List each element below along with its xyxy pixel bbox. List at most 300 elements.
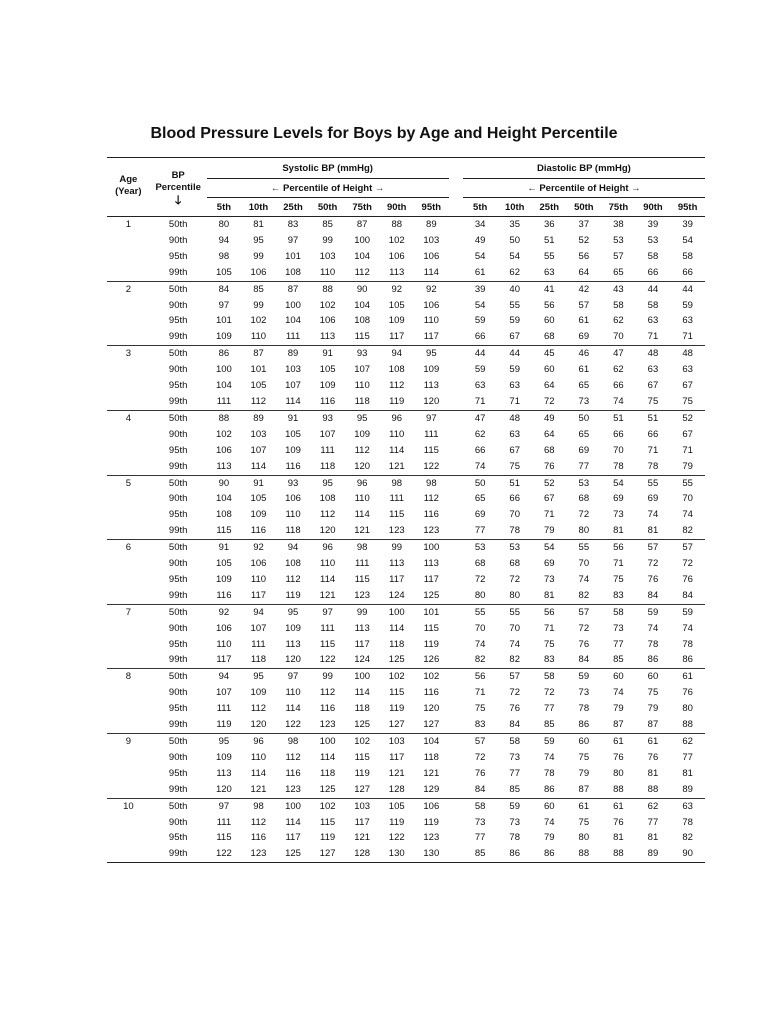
systolic-value: 95	[276, 604, 311, 620]
diastolic-value: 73	[613, 509, 624, 521]
diastolic-value: 79	[613, 703, 624, 715]
diastolic-value: 72	[474, 751, 486, 763]
diastolic-value: 70	[474, 622, 486, 634]
diastolic-value: 50	[567, 410, 602, 426]
bp-percentile-cell: 99th	[168, 589, 188, 601]
diastolic-value: 85	[613, 654, 624, 666]
diastolic-value: 58	[463, 798, 498, 814]
bp-percentile-cell: 90th	[168, 622, 188, 634]
systolic-value: 125	[423, 589, 440, 601]
systolic-value: 117	[389, 331, 405, 343]
systolic-value: 120	[423, 395, 440, 407]
systolic-value: 101	[414, 604, 449, 620]
systolic-value: 126	[423, 654, 440, 666]
diastolic-value: 81	[647, 525, 659, 537]
systolic-value: 110	[216, 638, 232, 650]
diastolic-value: 65	[474, 493, 486, 505]
bp-percentile-cell: 50th	[150, 604, 207, 620]
table-row	[107, 217, 705, 233]
systolic-value: 118	[320, 767, 336, 779]
systolic-value: 94	[218, 234, 230, 246]
diastolic-value: 52	[532, 475, 567, 491]
bp-percentile-cell: 95th	[168, 380, 188, 392]
diastolic-value: 67	[509, 444, 520, 456]
table-row	[107, 717, 705, 733]
systolic-value: 125	[319, 783, 336, 795]
document-title: Blood Pressure Levels for Boys by Age and Height Percentile	[150, 125, 618, 142]
diastolic-value: 48	[497, 410, 532, 426]
systolic-value: 96	[345, 475, 380, 491]
systolic-value: 91	[207, 540, 242, 556]
systolic-value: 116	[320, 703, 336, 715]
diastolic-value: 77	[578, 460, 590, 472]
diastolic-value: 42	[567, 281, 602, 297]
systolic-value: 110	[320, 266, 336, 278]
systolic-value: 112	[389, 380, 405, 392]
table-row	[107, 830, 705, 846]
diastolic-value: 47	[601, 346, 636, 362]
systolic-value: 109	[250, 509, 267, 521]
systolic-value: 102	[250, 315, 267, 327]
diastolic-value: 80	[578, 525, 590, 537]
diastolic-value: 81	[543, 589, 555, 601]
diastolic-value: 54	[532, 540, 567, 556]
gap-cell	[449, 556, 463, 572]
diastolic-value: 36	[532, 217, 567, 233]
diastolic-value: 35	[497, 217, 532, 233]
systolic-value: 108	[285, 266, 301, 278]
diastolic-value: 75	[613, 573, 624, 585]
systolic-value: 98	[241, 798, 276, 814]
diastolic-value: 59	[532, 734, 567, 750]
diastolic-value: 84	[682, 589, 693, 601]
age-cell	[107, 717, 150, 733]
bp-percentile-cell: 95th	[168, 315, 188, 327]
systolic-value: 109	[319, 380, 336, 392]
systolic-value: 112	[354, 266, 370, 278]
diastolic-value: 86	[578, 719, 590, 731]
systolic-value: 116	[250, 832, 267, 844]
age-cell: 10	[107, 798, 150, 814]
diastolic-value: 78	[509, 525, 520, 537]
systolic-value: 105	[250, 493, 267, 505]
systolic-value: 115	[320, 816, 336, 828]
diastolic-value: 39	[670, 217, 705, 233]
header-gap-2	[449, 179, 463, 198]
diastolic-value: 61	[670, 669, 705, 685]
diastolic-value: 58	[647, 250, 659, 262]
diastolic-value: 55	[543, 250, 555, 262]
bp-percentile-cell: 50th	[150, 540, 207, 556]
systolic-value: 97	[218, 299, 230, 311]
gap-cell	[449, 362, 463, 378]
systolic-value: 97	[276, 669, 311, 685]
systolic-value: 86	[207, 346, 242, 362]
age-cell: 3	[107, 346, 150, 362]
systolic-value: 100	[345, 669, 380, 685]
systolic-value: 111	[424, 428, 439, 440]
gap-cell	[449, 491, 463, 507]
systolic-value: 89	[276, 346, 311, 362]
bp-percentile-cell: 50th	[150, 346, 207, 362]
systolic-value: 113	[389, 558, 405, 570]
systolic-value: 96	[241, 734, 276, 750]
systolic-value: 125	[388, 654, 405, 666]
diastolic-value: 48	[636, 346, 671, 362]
age-cell	[107, 491, 150, 507]
diastolic-value: 89	[682, 783, 693, 795]
systolic-col-95th: 95th	[414, 198, 449, 217]
diastolic-value: 57	[463, 734, 498, 750]
systolic-value: 102	[319, 299, 336, 311]
systolic-value: 107	[250, 622, 267, 634]
diastolic-value: 85	[509, 783, 520, 795]
diastolic-value: 59	[682, 299, 693, 311]
bp-percentile-cell: 90th	[168, 493, 188, 505]
gap-cell	[449, 782, 463, 798]
gap-cell	[449, 329, 463, 345]
systolic-value: 119	[320, 832, 336, 844]
systolic-value: 117	[423, 331, 439, 343]
bp-percentile-cell: 50th	[150, 410, 207, 426]
systolic-value: 89	[414, 217, 449, 233]
diastolic-value: 66	[647, 266, 659, 278]
diastolic-value: 68	[543, 444, 555, 456]
systolic-value: 122	[388, 832, 405, 844]
table-row	[107, 556, 705, 572]
systolic-value: 114	[285, 816, 301, 828]
systolic-value: 120	[354, 460, 371, 472]
systolic-value: 113	[216, 460, 232, 472]
diastolic-value: 62	[474, 428, 486, 440]
bp-percentile-cell: 50th	[150, 217, 207, 233]
systolic-value: 112	[285, 751, 301, 763]
diastolic-value: 63	[474, 380, 486, 392]
diastolic-value: 63	[670, 798, 705, 814]
diastolic-value: 62	[509, 266, 520, 278]
diastolic-value: 53	[567, 475, 602, 491]
diastolic-col-50th: 50th	[567, 198, 602, 217]
table-row	[107, 652, 705, 668]
systolic-value: 101	[285, 250, 301, 262]
diastolic-value: 68	[509, 558, 520, 570]
diastolic-value: 74	[543, 816, 555, 828]
diastolic-value: 61	[578, 315, 590, 327]
systolic-value: 117	[389, 751, 405, 763]
systolic-value: 87	[345, 217, 380, 233]
diastolic-value: 85	[463, 846, 498, 862]
diastolic-value: 49	[532, 410, 567, 426]
diastolic-value: 74	[509, 638, 520, 650]
systolic-value: 120	[250, 719, 267, 731]
systolic-value: 100	[354, 234, 371, 246]
systolic-value: 107	[354, 364, 371, 376]
systolic-value: 102	[414, 669, 449, 685]
diastolic-value: 75	[647, 687, 659, 699]
age-cell	[107, 233, 150, 249]
table-row	[107, 815, 705, 831]
diastolic-value: 66	[509, 493, 520, 505]
diastolic-value: 50	[509, 234, 520, 246]
systolic-value: 129	[423, 783, 440, 795]
systolic-value: 111	[216, 816, 232, 828]
systolic-value: 115	[216, 525, 232, 537]
bp-header-line1: BP	[171, 170, 185, 181]
table-row	[107, 637, 705, 653]
table-row	[107, 798, 705, 814]
systolic-col-25th: 25th	[276, 198, 311, 217]
table-row	[107, 443, 705, 459]
diastolic-header: Diastolic BP (mmHg)	[463, 158, 705, 179]
systolic-value: 115	[423, 622, 439, 634]
gap-cell	[449, 298, 463, 314]
gap-cell	[449, 540, 463, 556]
systolic-value: 110	[250, 751, 267, 763]
diastolic-value: 76	[578, 638, 590, 650]
diastolic-value: 59	[509, 315, 520, 327]
diastolic-value: 79	[543, 832, 555, 844]
diastolic-value: 54	[509, 250, 520, 262]
diastolic-value: 73	[578, 395, 590, 407]
diastolic-value: 68	[543, 331, 555, 343]
systolic-value: 106	[423, 250, 440, 262]
diastolic-value: 74	[543, 751, 555, 763]
gap-cell	[449, 669, 463, 685]
systolic-value: 103	[423, 234, 440, 246]
systolic-value: 128	[388, 783, 405, 795]
systolic-value: 100	[414, 540, 449, 556]
age-cell	[107, 750, 150, 766]
diastolic-value: 75	[647, 395, 659, 407]
systolic-value: 125	[354, 719, 371, 731]
diastolic-value: 52	[578, 234, 590, 246]
systolic-value: 96	[310, 540, 345, 556]
table-row	[107, 572, 705, 588]
diastolic-value: 60	[636, 669, 671, 685]
systolic-value: 114	[285, 703, 301, 715]
systolic-col-10th: 10th	[241, 198, 276, 217]
systolic-value: 93	[345, 346, 380, 362]
diastolic-value: 86	[497, 846, 532, 862]
diastolic-value: 54	[601, 475, 636, 491]
systolic-value: 100	[285, 299, 301, 311]
systolic-value: 124	[388, 589, 405, 601]
age-cell	[107, 588, 150, 604]
systolic-value: 121	[250, 783, 267, 795]
gap-cell	[449, 346, 463, 362]
systolic-value: 116	[423, 687, 439, 699]
systolic-value: 106	[319, 315, 336, 327]
age-cell	[107, 766, 150, 782]
diastolic-value: 58	[613, 299, 624, 311]
diastolic-value: 62	[613, 315, 624, 327]
systolic-value: 115	[389, 509, 405, 521]
age-cell	[107, 685, 150, 701]
age-cell: 6	[107, 540, 150, 556]
systolic-value: 108	[388, 364, 405, 376]
systolic-value: 130	[414, 846, 449, 862]
systolic-value: 125	[276, 846, 311, 862]
diastolic-value: 71	[613, 558, 624, 570]
systolic-value: 116	[423, 509, 439, 521]
systolic-value: 96	[379, 410, 414, 426]
diastolic-value: 65	[578, 428, 590, 440]
table-row	[107, 265, 705, 281]
gap-cell	[449, 507, 463, 523]
age-cell	[107, 815, 150, 831]
systolic-value: 103	[250, 428, 267, 440]
table-row	[107, 491, 705, 507]
diastolic-value: 55	[463, 604, 498, 620]
systolic-value: 88	[379, 217, 414, 233]
gap-cell	[449, 475, 463, 491]
systolic-value: 115	[216, 832, 232, 844]
systolic-value: 105	[388, 299, 405, 311]
diastolic-value: 75	[543, 638, 555, 650]
systolic-value: 119	[389, 703, 405, 715]
systolic-value: 108	[354, 315, 371, 327]
diastolic-value: 76	[509, 703, 520, 715]
bp-percentile-cell: 90th	[168, 364, 188, 376]
diastolic-value: 84	[647, 589, 659, 601]
systolic-value: 99	[253, 250, 264, 262]
diastolic-value: 63	[509, 428, 520, 440]
diastolic-value: 89	[636, 846, 671, 862]
gap-cell	[449, 265, 463, 281]
systolic-value: 100	[276, 798, 311, 814]
bp-percentile-cell: 50th	[150, 734, 207, 750]
age-cell	[107, 846, 150, 862]
diastolic-value: 69	[613, 493, 624, 505]
systolic-value: 123	[423, 525, 440, 537]
diastolic-value: 72	[682, 558, 693, 570]
diastolic-value: 44	[670, 281, 705, 297]
diastolic-value: 51	[543, 234, 555, 246]
diastolic-value: 59	[670, 604, 705, 620]
systolic-value: 127	[423, 719, 440, 731]
systolic-value: 122	[319, 654, 336, 666]
bp-percentile-cell: 90th	[168, 816, 188, 828]
systolic-value: 112	[354, 444, 370, 456]
header-gap	[449, 158, 463, 179]
table-row	[107, 346, 705, 362]
systolic-value: 109	[423, 364, 440, 376]
diastolic-value: 50	[463, 475, 498, 491]
diastolic-value: 59	[636, 604, 671, 620]
diastolic-value: 76	[647, 573, 659, 585]
diastolic-value: 69	[578, 331, 590, 343]
diastolic-value: 79	[543, 525, 555, 537]
systolic-value: 108	[215, 509, 232, 521]
systolic-value: 90	[345, 281, 380, 297]
diastolic-value: 73	[578, 687, 590, 699]
diastolic-value: 71	[543, 509, 555, 521]
systolic-value: 117	[216, 654, 232, 666]
bp-percentile-cell: 99th	[168, 331, 188, 343]
systolic-value: 127	[354, 783, 371, 795]
diastolic-value: 58	[682, 250, 693, 262]
diastolic-value: 73	[613, 622, 624, 634]
table-row	[107, 750, 705, 766]
diastolic-value: 61	[636, 734, 671, 750]
systolic-value: 116	[250, 525, 267, 537]
table-row	[107, 394, 705, 410]
diastolic-value: 47	[463, 410, 498, 426]
systolic-value: 84	[207, 281, 242, 297]
diastolic-value: 62	[670, 734, 705, 750]
diastolic-value: 63	[682, 364, 693, 376]
diastolic-value: 53	[497, 540, 532, 556]
diastolic-value: 75	[474, 703, 486, 715]
bp-percentile-cell: 90th	[168, 558, 188, 570]
systolic-value: 95	[241, 669, 276, 685]
systolic-value: 95	[207, 734, 242, 750]
systolic-value: 92	[241, 540, 276, 556]
diastolic-value: 71	[647, 331, 659, 343]
systolic-value: 118	[423, 751, 439, 763]
diastolic-value: 56	[578, 250, 590, 262]
diastolic-value: 61	[601, 734, 636, 750]
systolic-value: 112	[423, 493, 439, 505]
systolic-value: 98	[414, 475, 449, 491]
age-cell: 4	[107, 410, 150, 426]
systolic-value: 97	[414, 410, 449, 426]
diastolic-value: 76	[613, 816, 624, 828]
table-row	[107, 507, 705, 523]
systolic-value: 130	[379, 846, 414, 862]
diastolic-value: 77	[509, 767, 520, 779]
bp-percentile-cell: 90th	[168, 234, 188, 246]
diastolic-value: 83	[613, 589, 624, 601]
diastolic-value: 80	[613, 767, 624, 779]
table-row	[107, 410, 705, 426]
table-row	[107, 329, 705, 345]
gap-cell	[449, 750, 463, 766]
systolic-value: 111	[354, 558, 370, 570]
systolic-col-5th: 5th	[207, 198, 242, 217]
systolic-value: 115	[354, 331, 370, 343]
diastolic-value: 69	[578, 444, 590, 456]
age-cell	[107, 427, 150, 443]
systolic-value: 106	[250, 266, 267, 278]
diastolic-value: 90	[670, 846, 705, 862]
diastolic-value: 88	[567, 846, 602, 862]
systolic-value: 94	[207, 669, 242, 685]
diastolic-value: 57	[567, 604, 602, 620]
gap-cell	[449, 394, 463, 410]
systolic-value: 120	[285, 654, 301, 666]
systolic-value: 85	[310, 217, 345, 233]
diastolic-value: 81	[647, 832, 659, 844]
age-cell	[107, 378, 150, 394]
systolic-value: 98	[218, 250, 230, 262]
diastolic-value: 66	[682, 266, 693, 278]
table-row	[107, 701, 705, 717]
systolic-value: 110	[250, 573, 267, 585]
systolic-value: 115	[354, 751, 370, 763]
systolic-value: 102	[215, 428, 232, 440]
systolic-value: 109	[215, 573, 232, 585]
age-cell	[107, 556, 150, 572]
age-header-line1: Age	[119, 174, 138, 185]
gap-cell	[449, 443, 463, 459]
systolic-value: 89	[241, 410, 276, 426]
diastolic-value: 88	[647, 783, 659, 795]
diastolic-col-95th: 95th	[670, 198, 705, 217]
table-row	[107, 427, 705, 443]
diastolic-value: 49	[474, 234, 486, 246]
diastolic-height-text: ← Percentile of Height →	[527, 182, 641, 194]
